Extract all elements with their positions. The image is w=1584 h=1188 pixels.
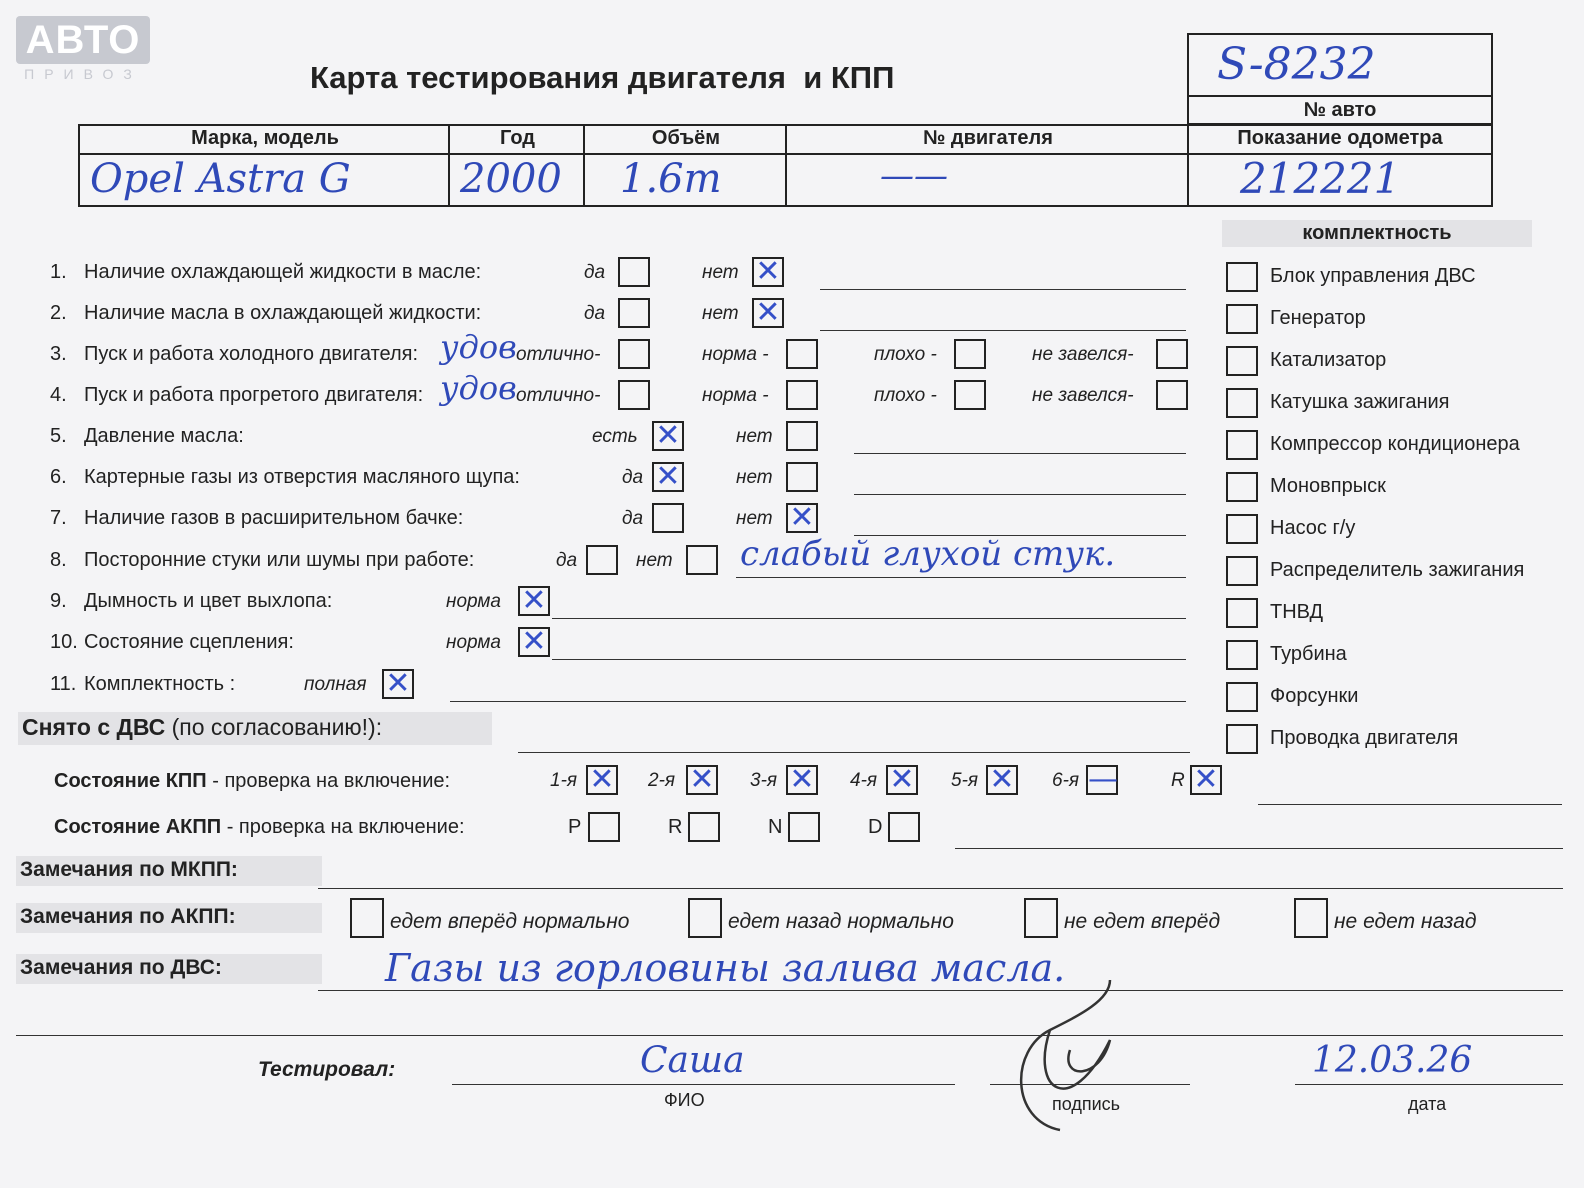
question-text: Наличие газов в расширительном бачке: [84, 507, 464, 529]
question-number: 8. [50, 549, 67, 571]
question-number: 7. [50, 507, 67, 529]
question-text: Состояние сцепления: [84, 631, 294, 653]
question-text: Наличие масла в охлаждающей жидкости: [84, 302, 482, 324]
option-checkbox[interactable] [1156, 380, 1188, 410]
option-checkbox[interactable] [786, 421, 818, 451]
akpp-label-rest: - проверка на включение: [221, 816, 465, 838]
kit-checkbox[interactable] [1226, 724, 1258, 754]
question-number: 1. [50, 261, 67, 283]
check-mark-icon: ✕ [521, 583, 547, 618]
tested-label: Тестировал: [258, 1058, 396, 1081]
option-checkbox[interactable] [618, 257, 650, 287]
option-label: нет [736, 508, 773, 529]
option-label: да [584, 303, 606, 324]
kit-item-label: Турбина [1270, 643, 1347, 665]
option-label: не завелся- [1032, 385, 1134, 406]
kit-item-label: Генератор [1270, 307, 1366, 329]
option-checkbox[interactable] [618, 339, 650, 369]
question-text: Наличие охлаждающей жидкости в масле: [84, 261, 482, 283]
kpp-label-bold: Состояние КПП [54, 770, 207, 792]
question-text: Давление масла: [84, 425, 244, 447]
akpp-mode-checkbox[interactable] [688, 812, 720, 842]
question-text: Комплектность : [84, 673, 236, 695]
option-label: есть [592, 426, 638, 447]
check-mark-icon: ✕ [789, 500, 815, 535]
kit-checkbox[interactable] [1226, 682, 1258, 712]
col-engine-number: № двигателя [923, 127, 1053, 149]
option-checkbox[interactable] [786, 380, 818, 410]
logo-main-text: АВТО [25, 18, 141, 62]
kpp-label-rest: - проверка на включение: [206, 770, 451, 792]
answer-line[interactable] [854, 494, 1186, 495]
date-label: дата [1408, 1094, 1447, 1114]
check-mark-icon: ✕ [755, 295, 781, 330]
gear-checkbox[interactable] [786, 762, 818, 797]
akpp-option-checkbox[interactable] [1024, 898, 1058, 938]
gear-label: 1-я [550, 770, 578, 791]
kpp-label [54, 770, 450, 793]
option-checkbox[interactable] [586, 545, 618, 575]
kit-checkbox[interactable] [1226, 388, 1258, 418]
kit-checkbox[interactable] [1226, 346, 1258, 376]
option-label: нет [736, 426, 773, 447]
answer-line[interactable] [820, 330, 1186, 331]
option-label: плохо - [874, 344, 937, 365]
gear-checkbox[interactable] [686, 762, 718, 797]
option-checkbox[interactable] [518, 583, 550, 618]
option-checkbox[interactable] [652, 503, 684, 533]
option-checkbox[interactable] [786, 500, 818, 535]
option-label: да [584, 262, 606, 283]
check-mark-icon: ✕ [789, 762, 815, 797]
check-mark-icon: ✕ [655, 418, 681, 453]
vehicle-info-table [78, 124, 1493, 207]
question-text: Дымность и цвет выхлопа: [84, 590, 333, 612]
question-text: Пуск и работа прогретого двигателя: [84, 384, 424, 406]
question-number: 11. [50, 673, 77, 695]
akpp-mode-label: R [668, 816, 683, 838]
question-number: 5. [50, 425, 67, 447]
check-mark-icon: ✕ [989, 762, 1015, 797]
option-checkbox[interactable] [954, 339, 986, 369]
kit-checkbox[interactable] [1226, 430, 1258, 460]
kit-item-label: Компрессор кондиционера [1270, 433, 1520, 455]
answer-line[interactable] [552, 659, 1186, 660]
kit-item-label: Катализатор [1270, 349, 1387, 371]
removed-label-bold: Снято с ДВС [22, 714, 166, 740]
fio-label: ФИО [664, 1090, 705, 1110]
option-label: отлично- [516, 344, 601, 365]
date-value: 12.03.26 [1312, 1040, 1473, 1081]
option-label: плохо - [874, 385, 937, 406]
kit-checkbox[interactable] [1226, 514, 1258, 544]
akpp-option-checkbox[interactable] [1294, 898, 1328, 938]
gear-label: 5-я [951, 770, 979, 791]
value-engine-number: —— [880, 156, 948, 196]
kit-item-label: Блок управления ДВС [1270, 265, 1476, 287]
question-number: 4. [50, 384, 67, 406]
question-number: 3. [50, 343, 67, 365]
question-number: 9. [50, 590, 67, 612]
akpp-option-label: не едет вперёд [1064, 910, 1221, 933]
option-checkbox[interactable] [954, 380, 986, 410]
value-odometer: 212221 [1240, 154, 1401, 203]
option-checkbox[interactable] [752, 254, 784, 289]
kit-checkbox[interactable] [1226, 472, 1258, 502]
option-label: да [622, 467, 644, 488]
remarks-dvs-handwriting: Газы из горловины залива масла. [385, 946, 1066, 990]
akpp-option-label: едет вперёд нормально [390, 910, 630, 933]
removed-label-rest: (по согласованию!): [165, 714, 383, 740]
page-title: Карта тестирования двигателя и КПП [310, 60, 895, 95]
gear-label: 6-я [1052, 770, 1080, 791]
col-volume: Объём [651, 127, 721, 149]
option-label: норма [446, 591, 501, 612]
akpp-mode-label: D [868, 816, 883, 838]
remarks-akpp-label: Замечания по АКПП: [16, 903, 322, 933]
option-label: нет [636, 550, 673, 571]
option-checkbox[interactable] [786, 462, 818, 492]
answer-line[interactable] [552, 618, 1186, 619]
option-label: норма - [702, 385, 769, 406]
gear-checkbox[interactable] [1190, 762, 1222, 797]
akpp-option-label: едет назад нормально [728, 910, 954, 933]
kit-item-label: ТНВД [1270, 601, 1324, 623]
answer-line[interactable] [854, 453, 1186, 454]
check-mark-icon: ✕ [521, 624, 547, 659]
question-number: 2. [50, 302, 67, 324]
check-mark-icon: ✕ [755, 254, 781, 289]
option-checkbox[interactable] [752, 295, 784, 330]
option-label: да [622, 508, 644, 529]
handwritten-answer: удов [440, 369, 517, 407]
check-mark-icon: ✕ [655, 459, 681, 494]
value-year: 2000 [460, 156, 562, 202]
akpp-label-bold: Состояние АКПП [54, 816, 222, 838]
fio-line[interactable] [452, 1084, 955, 1085]
option-label: норма [446, 632, 501, 653]
option-checkbox[interactable] [618, 380, 650, 410]
remarks-dvs-label: Замечания по ДВС: [16, 954, 322, 984]
kit-item-label: Форсунки [1270, 685, 1359, 707]
col-make-model: Марка, модель [191, 127, 339, 149]
option-label: отлично- [516, 385, 601, 406]
option-label: нет [736, 467, 773, 488]
gear-checkbox[interactable] [886, 762, 918, 797]
kit-item-label: Насос г/у [1270, 517, 1356, 539]
question-text: Посторонние стуки или шумы при работе: [84, 549, 475, 571]
handwritten-answer: слабый глухой стук. [740, 534, 1116, 574]
col-odometer: Показание одометра [1237, 127, 1443, 149]
kit-checkbox[interactable] [1226, 304, 1258, 334]
gear-checkbox[interactable] [1086, 762, 1118, 797]
check-mark-icon: ✕ [385, 666, 411, 701]
akpp-label [54, 816, 465, 839]
kit-checkbox[interactable] [1226, 598, 1258, 628]
question-number: 6. [50, 466, 67, 488]
gear-checkbox[interactable] [586, 762, 618, 797]
check-mark-icon: ✕ [889, 762, 915, 797]
value-volume: 1.6m [620, 156, 722, 202]
option-checkbox[interactable] [1156, 339, 1188, 369]
option-label: полная [304, 674, 367, 695]
signature-line[interactable] [990, 1084, 1190, 1085]
car-number-value: S-8232 [1217, 39, 1376, 90]
removed-from-engine-label [18, 712, 492, 745]
option-label: нет [702, 262, 739, 283]
option-checkbox[interactable] [686, 545, 718, 575]
removed-line[interactable] [518, 752, 1190, 753]
check-mark-icon: ✕ [689, 762, 715, 797]
option-label: да [556, 550, 578, 571]
signature-label: подпись [1052, 1094, 1121, 1114]
kit-item-label: Моновпрыск [1270, 475, 1386, 497]
kit-checkbox[interactable] [1226, 640, 1258, 670]
option-checkbox[interactable] [652, 418, 684, 453]
answer-line[interactable] [450, 701, 1186, 702]
logo-sub-text: ПРИВОЗ [24, 66, 142, 82]
option-checkbox[interactable] [618, 298, 650, 328]
option-checkbox[interactable] [382, 666, 414, 701]
option-label: нет [702, 303, 739, 324]
option-label: норма - [702, 344, 769, 365]
gear-checkbox[interactable] [986, 762, 1018, 797]
col-year: Год [500, 127, 535, 149]
kit-item-label: Распределитель зажигания [1270, 559, 1525, 581]
check-mark-icon: — [1088, 762, 1118, 797]
option-label: не завелся- [1032, 344, 1134, 365]
question-text: Картерные газы из отверстия масляного щупа: [84, 466, 520, 488]
date-line[interactable] [1295, 1084, 1563, 1085]
handwritten-answer: удов [440, 328, 517, 366]
car-number-box [1187, 33, 1493, 125]
answer-line[interactable] [736, 577, 1186, 578]
kit-title: комплектность [1222, 220, 1532, 247]
option-checkbox[interactable] [518, 624, 550, 659]
akpp-mode-label: N [768, 816, 783, 838]
question-number: 10. [50, 631, 78, 653]
gear-label: 4-я [850, 770, 878, 791]
option-checkbox[interactable] [786, 339, 818, 369]
gear-label: 3-я [750, 770, 778, 791]
kit-item-label: Проводка двигателя [1270, 727, 1459, 749]
kit-item-label: Катушка зажигания [1270, 391, 1450, 413]
value-make-model: Opel Astra G [90, 156, 351, 202]
akpp-option-label: не едет назад [1334, 910, 1477, 933]
akpp-mode-checkbox[interactable] [888, 812, 920, 842]
car-number-label: № авто [1303, 99, 1377, 121]
akpp-mode-checkbox[interactable] [588, 812, 620, 842]
kit-checkbox[interactable] [1226, 262, 1258, 292]
akpp-mode-label: P [568, 816, 582, 838]
logo [16, 16, 150, 64]
answer-line[interactable] [820, 289, 1186, 290]
akpp-option-checkbox[interactable] [350, 898, 384, 938]
fio-value: Саша [640, 1040, 745, 1081]
akpp-option-checkbox[interactable] [688, 898, 722, 938]
option-checkbox[interactable] [652, 459, 684, 494]
akpp-mode-checkbox[interactable] [788, 812, 820, 842]
question-text: Пуск и работа холодного двигателя: [84, 343, 419, 365]
gear-label: R [1171, 770, 1185, 791]
check-mark-icon: ✕ [589, 762, 615, 797]
remarks-mkpp-label: Замечания по МКПП: [16, 856, 322, 886]
check-mark-icon: ✕ [1193, 762, 1219, 797]
kit-checkbox[interactable] [1226, 556, 1258, 586]
gear-label: 2-я [648, 770, 676, 791]
